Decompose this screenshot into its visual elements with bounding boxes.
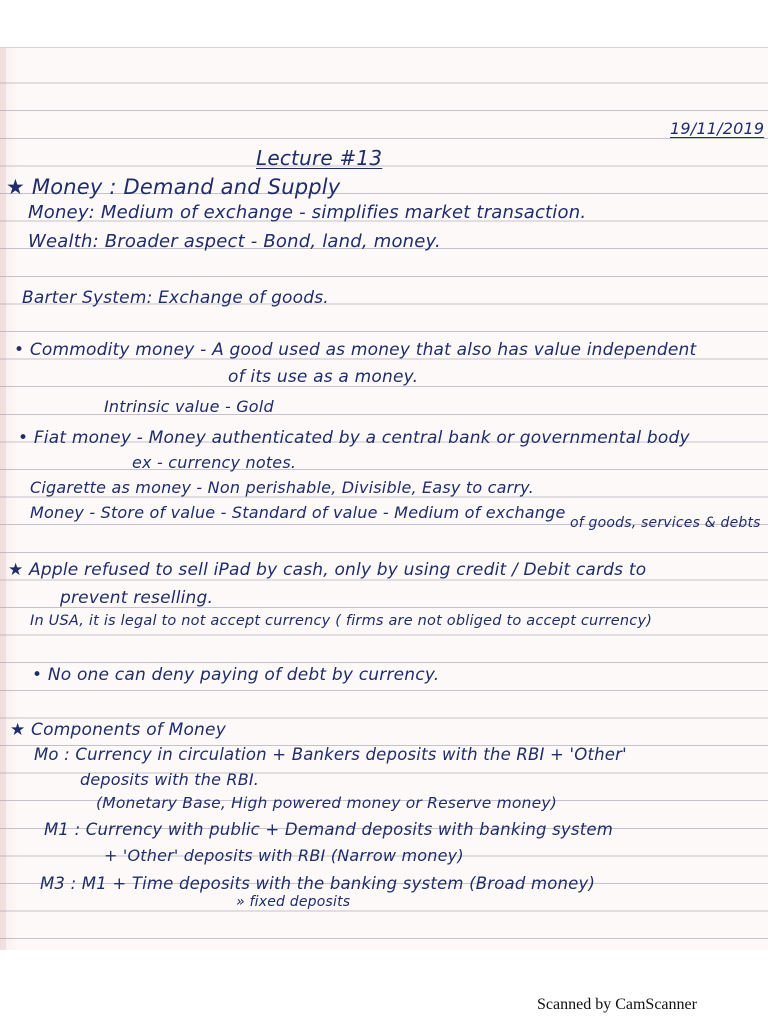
note-line-10: Cigarette as money - Non perishable, Divisible, Easy to carry. — [30, 478, 534, 497]
note-line-12: of goods, services & debts — [570, 515, 761, 531]
note-line-11: Money - Store of value - Standard of value - Medium of exchange — [30, 503, 566, 522]
note-line-21: M1 : Currency with public + Demand deposits with banking system — [44, 820, 613, 839]
notebook-page — [0, 47, 768, 950]
note-line-17: ★ Components of Money — [10, 720, 226, 740]
note-line-8: • Fiat money - Money authenticated by a central bank or governmental body — [18, 428, 690, 448]
note-line-3: Wealth: Broader aspect - Bond, land, money. — [28, 231, 441, 252]
note-line-22: + 'Other' deposits with RBI (Narrow money) — [104, 846, 464, 865]
note-line-15: In USA, it is legal to not accept currency ( firms are not obliged to accept currency) — [30, 613, 653, 629]
note-line-4: Barter System: Exchange of goods. — [22, 288, 329, 308]
note-line-20: (Monetary Base, High powered money or Reserve money) — [96, 794, 557, 812]
scanner-watermark: Scanned by CamScanner — [537, 996, 697, 1013]
note-line-19: deposits with the RBI. — [80, 770, 260, 789]
note-line-18: Mo : Currency in circulation + Bankers deposits with the RBI + 'Other' — [34, 745, 627, 764]
note-line-2: Money: Medium of exchange - simplifies market transaction. — [28, 202, 587, 223]
note-line-5: • Commodity money - A good used as money that also has value independent — [14, 340, 697, 360]
note-line-9: ex - currency notes. — [132, 453, 297, 472]
note-line-6: of its use as a money. — [228, 367, 419, 387]
note-line-24: » fixed deposits — [236, 894, 351, 910]
lecture-title: Lecture #13 — [256, 146, 383, 170]
note-line-23: M3 : M1 + Time deposits with the banking system (Broad money) — [40, 874, 596, 893]
note-line-14: prevent reselling. — [60, 588, 214, 608]
date: 19/11/2019 — [670, 119, 765, 138]
note-line-13: ★ Apple refused to sell iPad by cash, only by using credit / Debit cards to — [8, 560, 647, 580]
note-line-7: Intrinsic value - Gold — [104, 397, 274, 416]
note-line-16: • No one can deny paying of debt by currency. — [32, 665, 440, 685]
note-line-1: ★ Money : Demand and Supply — [6, 175, 341, 199]
